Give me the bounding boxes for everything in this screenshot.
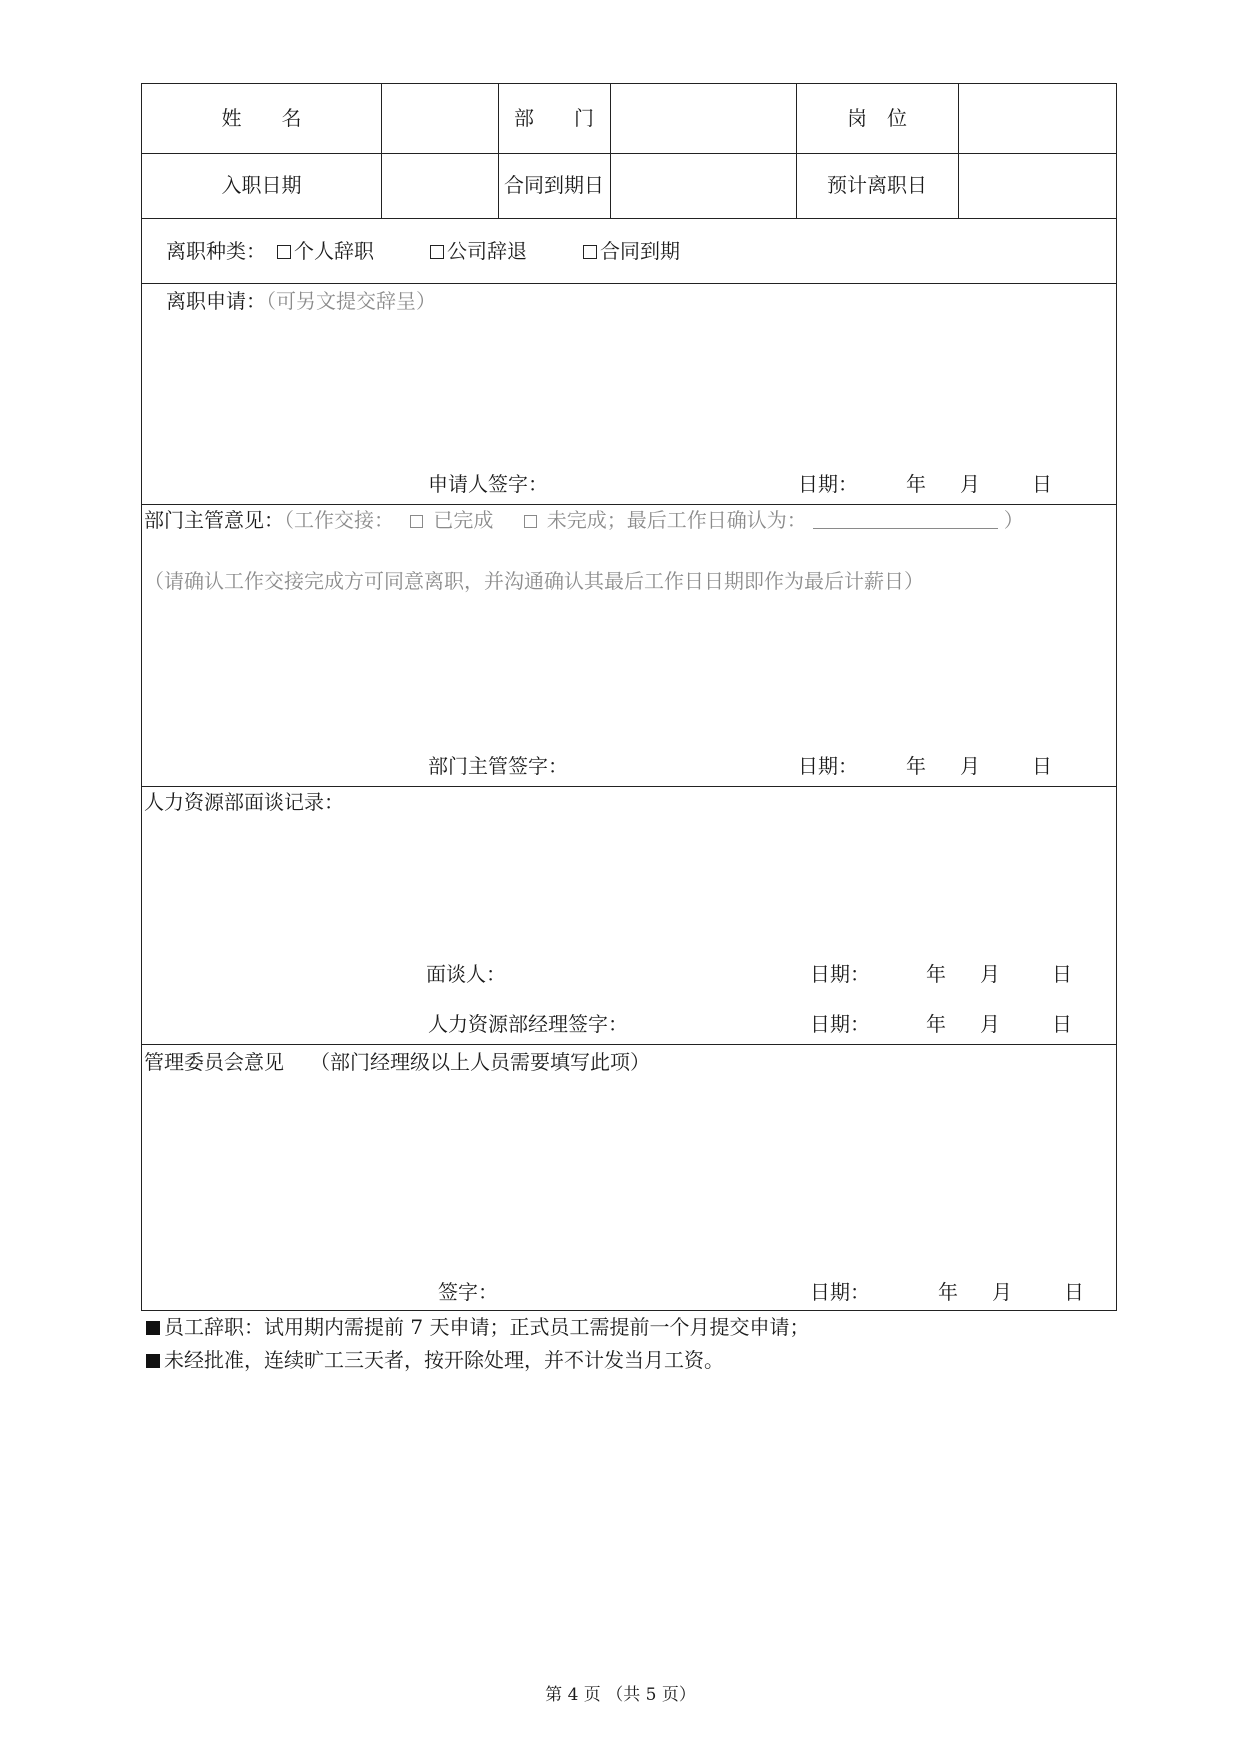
leave-type-label: 离职种类： — [166, 239, 266, 263]
checkbox-icon[interactable] — [410, 515, 423, 528]
application-label: 离职申请：（可另文提交辞呈） — [166, 289, 436, 313]
year-label: 年 — [926, 962, 946, 986]
month-label: 月 — [960, 754, 980, 778]
row-divider — [142, 786, 1116, 787]
committee-label: 管理委员会意见 （部门经理级以上人员需要填写此项） — [144, 1050, 650, 1074]
handover-not-done: 未完成 — [546, 508, 607, 532]
checkbox-icon — [430, 245, 444, 259]
committee-hint: （部门经理级以上人员需要填写此项） — [310, 1050, 650, 1074]
hr-date-label: 日期： — [810, 962, 870, 986]
handover-done: 已完成 — [433, 508, 494, 532]
checkbox-icon[interactable] — [524, 515, 537, 528]
option-company-dismiss[interactable] — [430, 239, 527, 263]
supervisor-opinion-line: 部门主管意见：（工作交接： 已完成 未完成；最后工作日确认为： ） — [144, 508, 1024, 532]
row-divider — [142, 283, 1116, 284]
year-label: 年 — [906, 472, 926, 496]
note-item: 员工辞职：试用期内需提前 7 天申请；正式员工需提前一个月提交申请； — [146, 1315, 809, 1339]
col-divider — [796, 84, 797, 218]
supervisor-signature-label: 部门主管签字： — [428, 754, 568, 778]
hire-date-field[interactable] — [382, 154, 497, 218]
day-label: 日 — [1032, 754, 1052, 778]
position-label: 岗 位 — [847, 106, 907, 130]
contract-end-field[interactable] — [611, 154, 795, 218]
option-label: 合同到期 — [600, 239, 680, 263]
square-bullet-icon — [146, 1321, 160, 1335]
name-label: 姓 名 — [221, 106, 302, 130]
committee-date-label: 日期： — [810, 1280, 870, 1304]
month-label: 月 — [960, 472, 980, 496]
page-footer: 第 4 页 （共 5 页） — [545, 1685, 696, 1705]
month-label: 月 — [980, 962, 1000, 986]
option-contract-expire[interactable] — [583, 239, 680, 263]
supervisor-date-label: 日期： — [798, 754, 858, 778]
row-divider — [142, 1044, 1116, 1045]
month-label: 月 — [980, 1012, 1000, 1036]
position-field[interactable] — [959, 84, 1116, 153]
option-personal-resign[interactable] — [277, 239, 374, 263]
option-label: 公司辞退 — [447, 239, 527, 263]
row-divider — [142, 218, 1116, 219]
dept-label: 部 门 — [514, 106, 594, 130]
hire-date-label: 入职日期 — [221, 173, 302, 197]
day-label: 日 — [1052, 1012, 1072, 1036]
option-label: 个人辞职 — [294, 239, 374, 263]
hr-manager-signature-label: 人力资源部经理签字： — [428, 1012, 628, 1036]
month-label: 月 — [992, 1280, 1012, 1304]
resignation-form — [141, 83, 1117, 1311]
committee-signature-label: 签字： — [438, 1280, 498, 1304]
square-bullet-icon — [146, 1354, 160, 1368]
applicant-signature-label: 申请人签字： — [428, 472, 548, 496]
expected-leave-field[interactable] — [959, 154, 1116, 218]
checkbox-icon — [583, 245, 597, 259]
day-label: 日 — [1052, 962, 1072, 986]
col-divider — [498, 84, 499, 218]
year-label: 年 — [906, 754, 926, 778]
application-hint: （可另文提交辞呈） — [266, 289, 436, 313]
dept-field[interactable] — [611, 84, 795, 153]
last-day-blank[interactable] — [813, 510, 998, 529]
hr-interview-label: 人力资源部面谈记录： — [144, 790, 344, 814]
contract-end-label: 合同到期日 — [504, 173, 604, 197]
year-label: 年 — [938, 1280, 958, 1304]
day-label: 日 — [1032, 472, 1052, 496]
supervisor-note: （请确认工作交接完成方可同意离职，并沟通确认其最后工作日日期即作为最后计薪日） — [144, 569, 924, 593]
handover-prefix: （工作交接： — [284, 508, 394, 532]
application-date-label: 日期： — [798, 472, 858, 496]
supervisor-label: 部门主管意见： — [144, 508, 284, 532]
row-divider — [142, 504, 1116, 505]
checkbox-icon — [277, 245, 291, 259]
note-item: 未经批准，连续旷工三天者，按开除处理，并不计发当月工资。 — [146, 1348, 724, 1372]
expected-leave-label: 预计离职日 — [827, 173, 927, 197]
last-day-text: ；最后工作日确认为： — [606, 508, 807, 532]
day-label: 日 — [1064, 1280, 1084, 1304]
year-label: 年 — [926, 1012, 946, 1036]
hr-manager-date-label: 日期： — [810, 1012, 870, 1036]
interviewer-label: 面谈人： — [426, 962, 506, 986]
name-field[interactable] — [382, 84, 497, 153]
